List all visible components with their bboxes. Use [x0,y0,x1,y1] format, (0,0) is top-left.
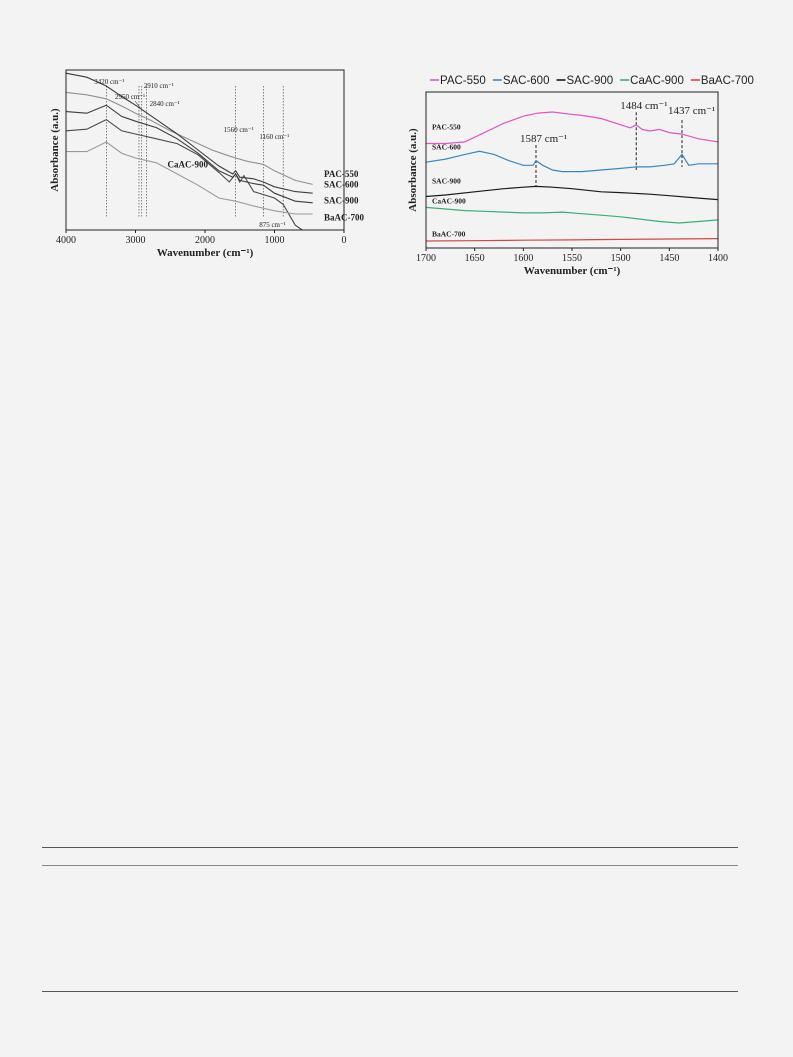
series-label-sac-900: SAC-900 [432,176,461,186]
table-bottom-rule [42,991,738,992]
peak-annotation: 2910 cm⁻¹ [143,82,174,90]
left-plot-frame [66,70,344,230]
series-line-baac-700 [66,142,313,214]
series-line-sac-900 [426,186,718,199]
x-tick-label: 1400 [708,253,728,264]
x-tick-label: 1700 [416,253,436,264]
peak-annotation: 1560 cm⁻¹ [223,126,254,134]
x-tick-label: 1450 [659,253,680,264]
series-line-sac-900 [66,105,313,203]
series-label-caac-900: CaAC-900 [432,196,466,206]
series-label-pac-550: PAC-550 [432,122,461,132]
peak-annotation: 1484 cm⁻¹ [620,100,668,113]
x-tick-label: 2000 [195,235,215,246]
peak-annotation: 875 cm⁻¹ [259,221,286,229]
peak-annotation: 2840 cm⁻¹ [149,100,180,108]
peak-annotation: 2950 cm⁻¹ [114,93,146,101]
ftir-chart-zoomed-range [400,70,754,280]
series-label-baac-700: BaAC-700 [324,212,364,223]
legend-label-caac-900: CaAC-900 [630,75,684,87]
x-axis-title: Wavenumber (cm⁻¹) [156,247,254,259]
x-tick-label: 0 [341,235,347,246]
x-axis-title: Wavenumber (cm⁻¹) [523,265,621,277]
x-tick-label: 1550 [562,253,582,264]
x-tick-label: 1600 [513,253,534,264]
legend-label-pac-550: PAC-550 [440,75,486,87]
legend-label-sac-900: SAC-900 [566,75,614,87]
series-line-caac-900 [426,207,718,223]
x-tick-label: 3000 [125,235,146,246]
series-label-pac-550: PAC-550 [324,169,359,180]
series-label-caac-900: CaAC-900 [167,159,208,170]
series-label-sac-900: SAC-900 [324,195,359,206]
x-tick-label: 4000 [56,235,76,246]
series-line-sac-600 [426,151,718,171]
y-axis-title: Absorbance (a.u.) [407,128,419,212]
ftir-chart-full-range [40,60,370,260]
series-label-sac-600: SAC-600 [432,142,461,152]
x-tick-label: 1500 [610,253,631,264]
series-label-sac-600: SAC-600 [324,179,359,190]
table-header-rule [42,865,738,866]
series-line-baac-700 [426,239,718,241]
table-top-rule [42,847,738,848]
legend-label-baac-700: BaAC-700 [700,75,754,87]
peak-annotation: 1587 cm⁻¹ [519,132,568,145]
x-tick-label: 1650 [464,253,485,264]
series-label-baac-700: BaAC-700 [432,229,466,239]
legend-label-sac-600: SAC-600 [502,75,550,87]
y-axis-title: Absorbance (a.u.) [49,108,61,192]
peak-annotation: 1437 cm⁻¹ [667,104,716,117]
x-tick-label: 1000 [264,235,285,246]
peak-annotation: 1160 cm⁻¹ [259,133,290,141]
peak-annotation: 3420 cm⁻¹ [94,78,125,86]
